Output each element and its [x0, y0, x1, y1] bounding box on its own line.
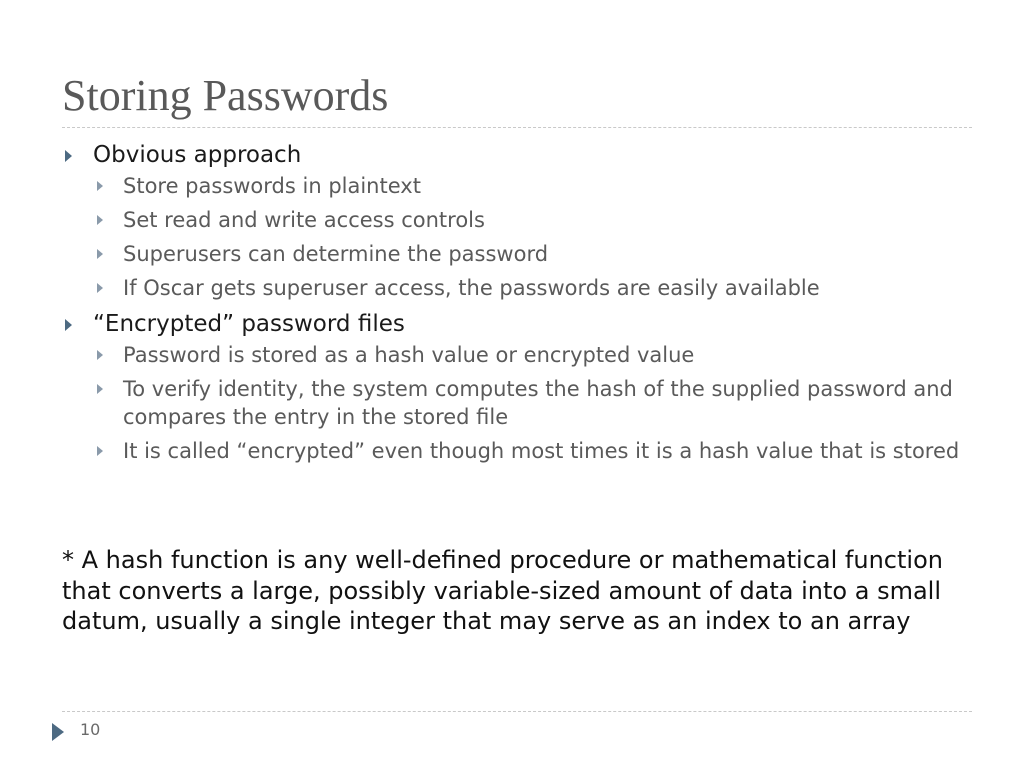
sub-bullet-text: To verify identity, the system computes the hash of the supplied password and compares the entry in the stored file [123, 377, 953, 429]
sub-bullet-text: Set read and write access controls [123, 208, 485, 232]
sub-bullet-text: If Oscar gets superuser access, the passwords are easily available [123, 276, 820, 300]
triangle-right-icon [52, 723, 64, 741]
sub-bullet-text: Password is stored as a hash value or encrypted value [123, 343, 695, 367]
sub-bullet-item [62, 240, 962, 268]
sub-bullet-text: Store passwords in plaintext [123, 174, 421, 198]
sub-bullet-list [93, 172, 962, 302]
sub-bullet-arrow-icon [97, 181, 103, 191]
sub-bullet-arrow-icon [97, 446, 103, 456]
bullet-arrow-icon [65, 319, 72, 331]
page-number: 10 [80, 720, 101, 739]
bullet-item [62, 139, 962, 302]
sub-bullet-arrow-icon [97, 384, 103, 394]
bullet-list [62, 137, 962, 471]
bullet-text: Obvious approach [93, 142, 302, 168]
sub-bullet-text: It is called “encrypted” even though most times it is a hash value that is stored [123, 439, 960, 463]
sub-bullet-list [93, 341, 962, 465]
sub-bullet-text: Superusers can determine the password [123, 242, 549, 266]
sub-bullet-item [62, 341, 962, 369]
slide-title: Storing Passwords [62, 71, 389, 120]
hash-function-footnote: * A hash function is any well-defined procedure or mathematical function that converts a large, possibly variable-sized amount of data into a small datum, usually a single integer that may serve as an index to an array [62, 546, 943, 635]
bullet-text: “Encrypted” password files [93, 311, 405, 337]
sub-bullet-item [62, 172, 962, 200]
sub-bullet-arrow-icon [97, 350, 103, 360]
sub-bullet-arrow-icon [97, 249, 103, 259]
sub-bullet-item [62, 206, 962, 234]
sub-bullet-item [62, 274, 962, 302]
sub-bullet-arrow-icon [97, 215, 103, 225]
sub-bullet-item [62, 437, 962, 465]
footer-divider [62, 711, 972, 712]
bullet-item [62, 308, 962, 465]
sub-bullet-arrow-icon [97, 283, 103, 293]
bullet-arrow-icon [65, 150, 72, 162]
sub-bullet-item [62, 375, 962, 431]
title-divider [62, 127, 972, 128]
